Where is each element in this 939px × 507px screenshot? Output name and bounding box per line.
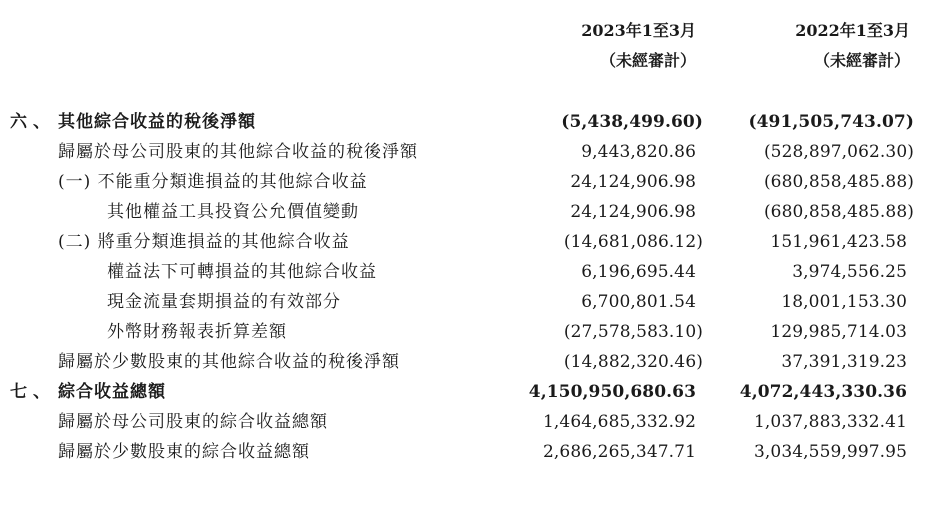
row-label: 外幣財務報表折算差額 — [107, 322, 287, 342]
value-2023: 24,124,906.98 — [570, 202, 696, 222]
row-label: (一) 不能重分類進損益的其他綜合收益 — [58, 172, 368, 192]
value-2022: 151,961,423.58 — [770, 232, 907, 252]
col-2023-note: （未經審計） — [599, 51, 696, 70]
table-row — [0, 437, 939, 467]
table-row — [0, 227, 939, 257]
value-2022: 1,037,883,332.41 — [753, 412, 907, 432]
value-2023: (5,438,499.60) — [561, 112, 703, 132]
value-2022: 18,001,153.30 — [781, 292, 907, 312]
table-row — [0, 137, 939, 167]
value-2022: 129,985,714.03 — [770, 322, 907, 342]
value-2022: (528,897,062.30) — [763, 142, 914, 162]
value-2022: 37,391,319.23 — [781, 352, 907, 372]
value-2022: (491,505,743.07) — [748, 112, 914, 132]
value-2023: 9,443,820.86 — [581, 142, 696, 162]
table-row — [0, 347, 939, 377]
row-label: (二) 將重分類進損益的其他綜合收益 — [58, 232, 350, 252]
value-2022: (680,858,485.88) — [763, 202, 914, 222]
table-row — [0, 377, 939, 407]
table-row — [0, 407, 939, 437]
value-2023: 6,700,801.54 — [581, 292, 696, 312]
value-2022: 3,034,559,997.95 — [753, 442, 907, 462]
value-2023: (27,578,583.10) — [563, 322, 703, 342]
row-label: 權益法下可轉損益的其他綜合收益 — [107, 262, 377, 282]
value-2023: 24,124,906.98 — [570, 172, 696, 192]
row-index: 七、 — [10, 382, 56, 402]
table-row — [0, 257, 939, 287]
row-label: 綜合收益總額 — [58, 382, 166, 402]
table-row — [0, 317, 939, 347]
col-2023-period: 2023年1至3月 — [581, 21, 696, 40]
value-2022: (680,858,485.88) — [763, 172, 914, 192]
table-row — [0, 107, 939, 137]
value-2022: 3,974,556.25 — [792, 262, 907, 282]
table-row — [0, 287, 939, 317]
value-2023: 2,686,265,347.71 — [542, 442, 696, 462]
value-2023: 1,464,685,332.92 — [542, 412, 696, 432]
row-label: 歸屬於母公司股東的其他綜合收益的稅後淨額 — [58, 142, 418, 162]
value-2023: 4,150,950,680.63 — [528, 382, 696, 402]
row-label: 其他權益工具投資公允價值變動 — [107, 202, 359, 222]
row-label: 歸屬於少數股東的綜合收益總額 — [58, 442, 310, 462]
table-row — [0, 197, 939, 227]
value-2022: 4,072,443,330.36 — [739, 382, 907, 402]
row-index: 六、 — [10, 112, 56, 132]
col-2022-note: （未經審計） — [813, 51, 910, 70]
row-label: 歸屬於母公司股東的綜合收益總額 — [58, 412, 328, 432]
value-2023: (14,681,086.12) — [563, 232, 703, 252]
row-label: 現金流量套期損益的有效部分 — [107, 292, 341, 312]
value-2023: 6,196,695.44 — [581, 262, 696, 282]
table-row — [0, 167, 939, 197]
value-2023: (14,882,320.46) — [563, 352, 703, 372]
col-2022-period: 2022年1至3月 — [795, 21, 910, 40]
row-label: 歸屬於少數股東的其他綜合收益的稅後淨額 — [58, 352, 400, 372]
row-label: 其他綜合收益的稅後淨額 — [58, 112, 256, 132]
